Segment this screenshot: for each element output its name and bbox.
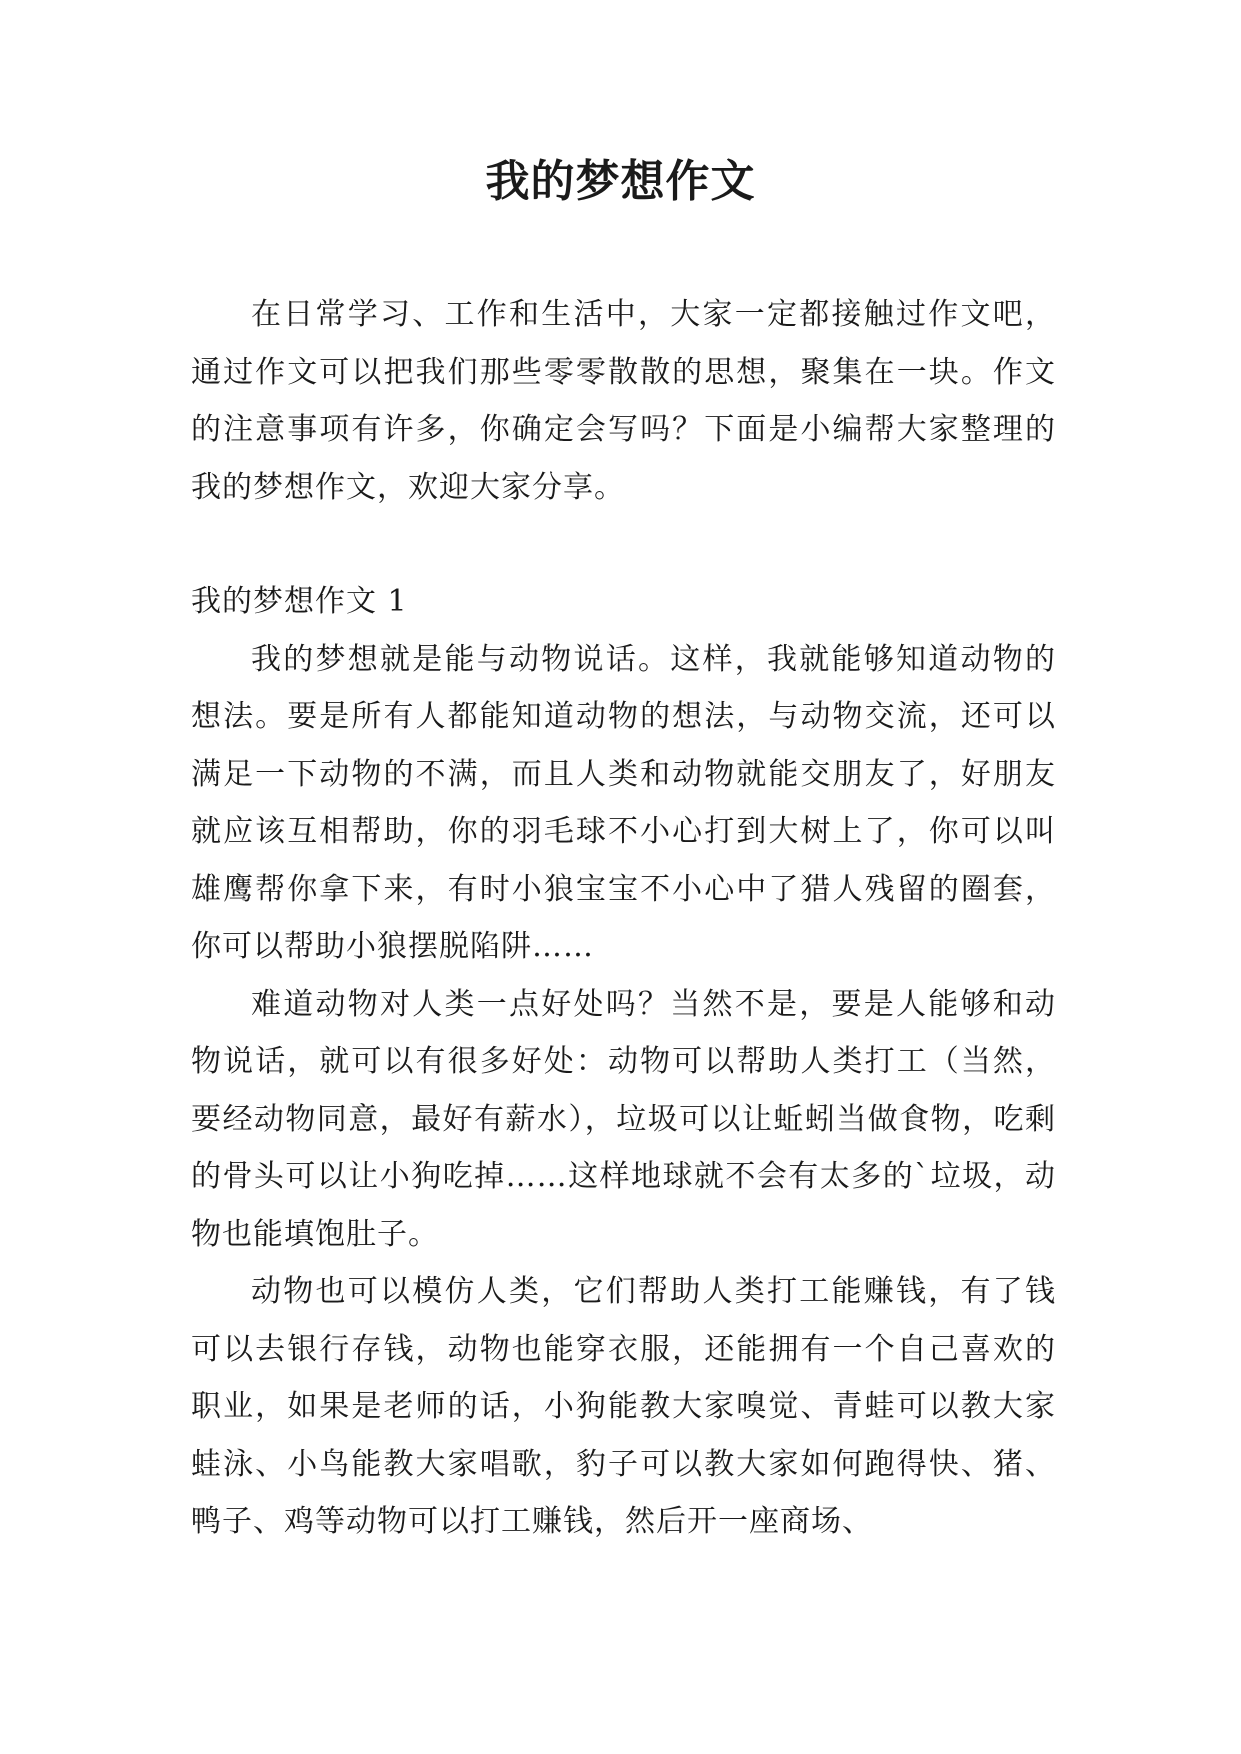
- body-paragraph-2: 难道动物对人类一点好处吗？当然不是，要是人能够和动物说话，就可以有很多好处：动物可以帮助人类打工（当然，要经动物同意，最好有薪水），垃圾可以让蚯蚓当做食物，吃剩的骨头可以让小狗吃掉……这样地球就不会有太多的`垃圾，动物也能填饱肚子。: [191, 986, 1056, 1252]
- intro-paragraph: 在日常学习、工作和生活中，大家一定都接触过作文吧，通过作文可以把我们那些零零散散的思想，聚集在一块。作文的注意事项有许多，你确定会写吗？下面是小编帮大家整理的我的梦想作文，欢迎大家分享。: [191, 297, 1056, 505]
- body-paragraph-3: 动物也可以模仿人类，它们帮助人类打工能赚钱，有了钱可以去银行存钱，动物也能穿衣服，还能拥有一个自己喜欢的职业，如果是老师的话，小狗能教大家嗅觉、青蛙可以教大家蛙泳、小鸟能教大家唱歌，豹子可以教大家如何跑得快、猪、鸭子、鸡等动物可以打工赚钱，然后开一座商场、: [191, 1274, 1056, 1539]
- document-body: [191, 286, 1056, 1551]
- document-title: 我的梦想作文: [485, 156, 756, 207]
- section-heading: 我的梦想作文 1: [191, 584, 408, 619]
- body-paragraph-1: 我的梦想就是能与动物说话。这样，我就能够知道动物的想法。要是所有人都能知道动物的想法，与动物交流，还可以满足一下动物的不满，而且人类和动物就能交朋友了，好朋友就应该互相帮助，你的羽毛球不小心打到大树上了，你可以叫雄鹰帮你拿下来，有时小狼宝宝不小心中了猎人残留的圈套，你可以帮助小狼摆脱陷阱……: [191, 641, 1056, 964]
